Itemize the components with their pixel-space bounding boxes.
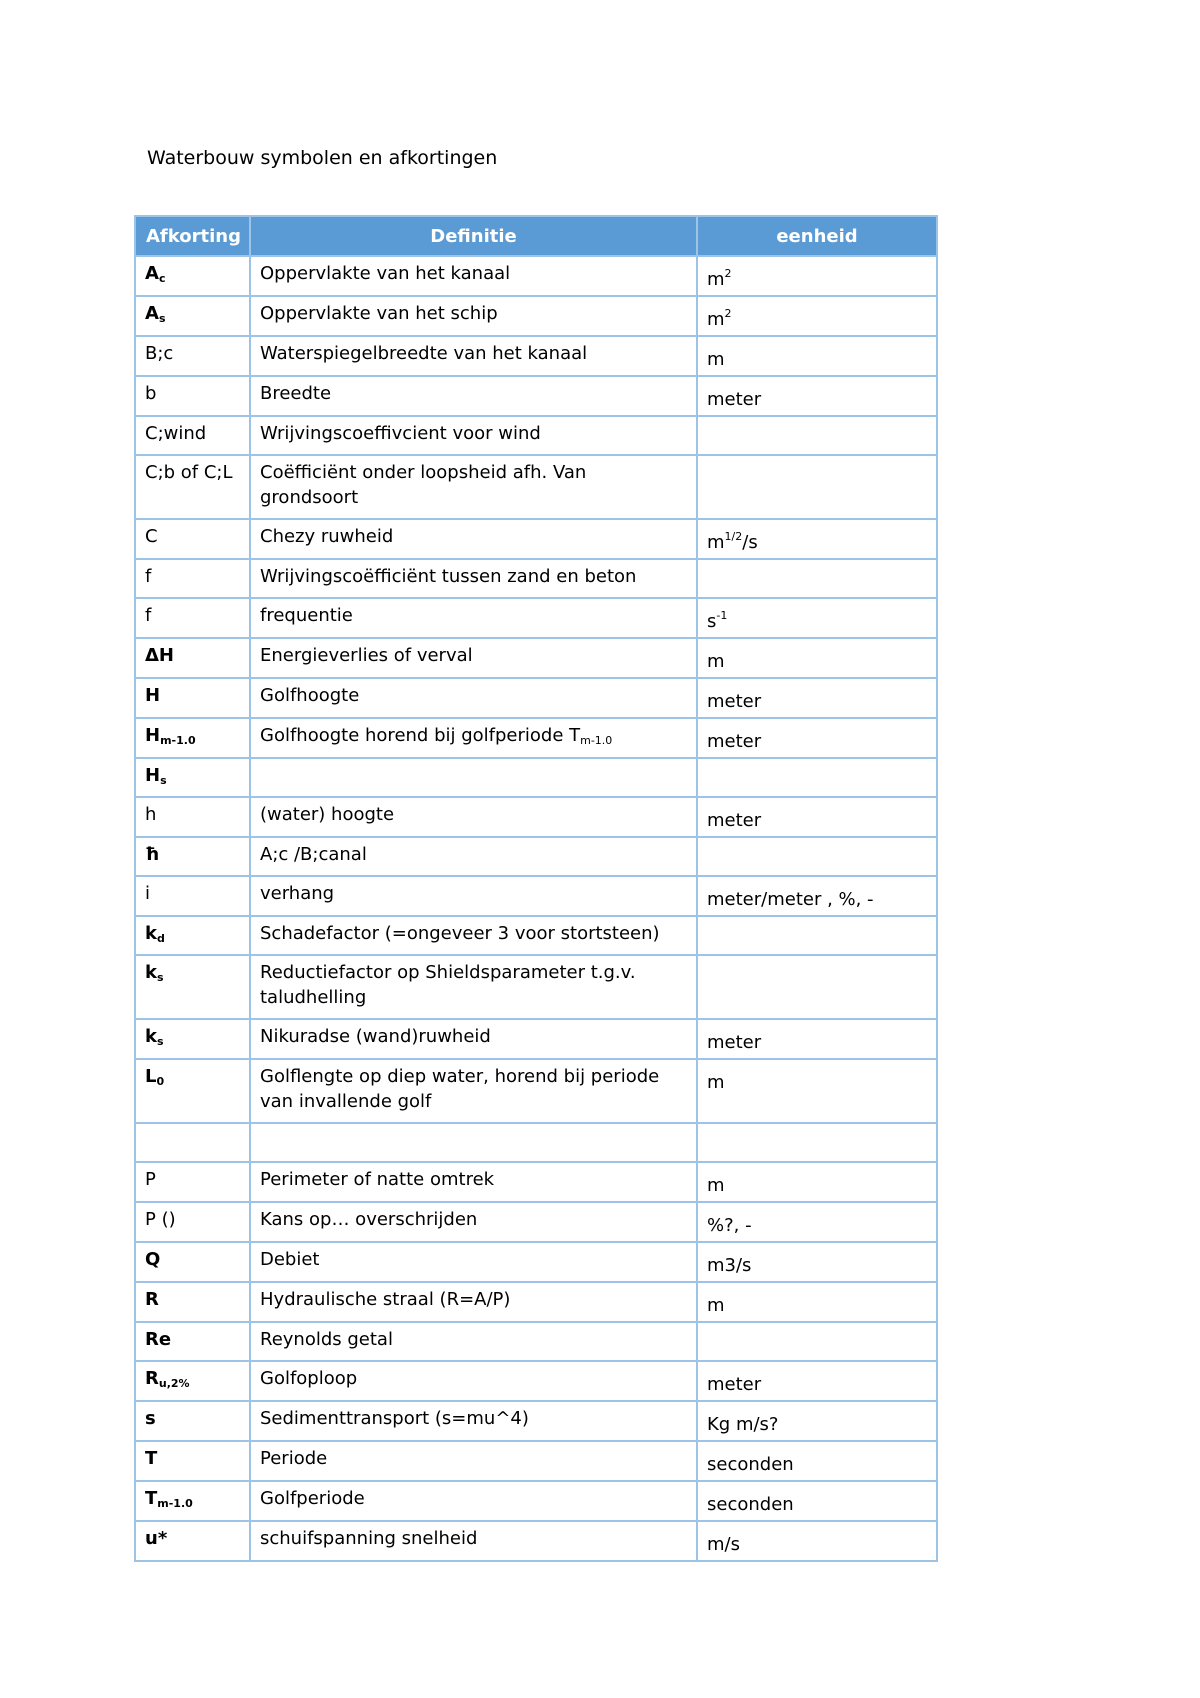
- cell-abbreviation: [135, 1123, 250, 1162]
- cell-definition: [250, 559, 697, 598]
- cell-definition: [250, 837, 697, 876]
- table-row: [135, 1202, 937, 1242]
- table-header-row: [135, 216, 937, 256]
- cell-abbreviation: [135, 455, 250, 519]
- cell-unit: [697, 1242, 937, 1282]
- cell-abbreviation: [135, 1401, 250, 1441]
- cell-definition: [250, 1242, 697, 1282]
- unit-text: %?, -: [707, 1215, 752, 1236]
- cell-definition: [250, 296, 697, 336]
- header-abbreviation: Afkorting: [135, 216, 250, 256]
- cell-abbreviation: [135, 1282, 250, 1322]
- cell-unit: [697, 916, 937, 955]
- cell-abbreviation: [135, 1019, 250, 1059]
- definition-text: Perimeter of natte omtrek: [260, 1169, 495, 1190]
- cell-abbreviation: [135, 1242, 250, 1282]
- abbreviation-text: ħ: [145, 844, 160, 865]
- cell-unit: [697, 1521, 937, 1561]
- cell-unit: [697, 376, 937, 416]
- unit-text: Kg m/s?: [707, 1414, 779, 1435]
- table-row: [135, 1282, 937, 1322]
- abbreviation-text: Q: [145, 1249, 161, 1270]
- table-row: [135, 1481, 937, 1521]
- cell-unit: [697, 1361, 937, 1401]
- table-row: [135, 455, 937, 519]
- cell-unit: [697, 416, 937, 455]
- abbreviation-text: H: [145, 685, 161, 706]
- unit-text: m: [707, 1072, 725, 1093]
- cell-abbreviation: [135, 1481, 250, 1521]
- cell-unit: [697, 638, 937, 678]
- unit-superscript: 2: [724, 307, 732, 320]
- abbreviation-subscript: s: [158, 312, 166, 325]
- abbreviation-subscript: s: [156, 971, 164, 984]
- abbreviations-table: [134, 215, 938, 1562]
- cell-abbreviation: [135, 718, 250, 758]
- abbreviation-text: R: [145, 1368, 159, 1389]
- cell-abbreviation: [135, 416, 250, 455]
- table-row: [135, 1361, 937, 1401]
- cell-definition: [250, 1019, 697, 1059]
- cell-unit: [697, 598, 937, 638]
- abbreviation-text: R: [145, 1289, 159, 1310]
- table-row: [135, 1401, 937, 1441]
- definition-text: Golflengte op diep water, horend bij periode van invallende golf: [260, 1066, 660, 1112]
- cell-definition: [250, 1162, 697, 1202]
- abbreviation-text: B;c: [145, 343, 174, 364]
- cell-abbreviation: [135, 1059, 250, 1123]
- abbreviation-subscript: s: [156, 1035, 164, 1048]
- unit-text: m/s: [707, 1534, 740, 1555]
- cell-definition: [250, 955, 697, 1019]
- cell-unit: [697, 1441, 937, 1481]
- cell-unit: [697, 678, 937, 718]
- table-row: [135, 797, 937, 837]
- cell-abbreviation: [135, 1202, 250, 1242]
- cell-unit: [697, 1481, 937, 1521]
- table-row: [135, 876, 937, 916]
- cell-definition: [250, 797, 697, 837]
- cell-definition: [250, 758, 697, 797]
- definition-text: A;c /B;canal: [260, 844, 367, 865]
- definition-text: verhang: [260, 883, 335, 904]
- table-row: [135, 256, 937, 296]
- cell-unit: [697, 1162, 937, 1202]
- table-row: [135, 1322, 937, 1361]
- cell-abbreviation: [135, 336, 250, 376]
- unit-superscript: 2: [724, 267, 732, 280]
- cell-abbreviation: [135, 1322, 250, 1361]
- definition-text: Wrijvingscoeffivcient voor wind: [260, 423, 541, 444]
- cell-unit: [697, 1202, 937, 1242]
- table-row: [135, 1019, 937, 1059]
- cell-abbreviation: [135, 797, 250, 837]
- cell-unit: [697, 1059, 937, 1123]
- abbreviation-text: k: [145, 962, 157, 983]
- table-row: [135, 296, 937, 336]
- cell-abbreviation: [135, 376, 250, 416]
- table-body: [135, 256, 937, 1561]
- definition-text: Breedte: [260, 383, 332, 404]
- unit-superscript: 1/2: [724, 530, 743, 543]
- cell-abbreviation: [135, 876, 250, 916]
- abbreviation-subscript: d: [156, 932, 165, 945]
- cell-definition: [250, 1202, 697, 1242]
- definition-text: frequentie: [260, 605, 353, 626]
- cell-unit: [697, 1019, 937, 1059]
- table-row: [135, 718, 937, 758]
- definition-text: Wrijvingscoëfficiënt tussen zand en beton: [260, 566, 637, 587]
- abbreviation-text: T: [145, 1488, 158, 1509]
- table-row: [135, 559, 937, 598]
- definition-text: Hydraulische straal (R=A/P): [260, 1289, 511, 1310]
- table-row: [135, 1242, 937, 1282]
- cell-unit: [697, 758, 937, 797]
- cell-abbreviation: [135, 678, 250, 718]
- table-row: [135, 1162, 937, 1202]
- abbreviation-text: H: [145, 765, 161, 786]
- unit-text: m: [707, 651, 725, 672]
- cell-definition: [250, 876, 697, 916]
- abbreviation-subscript: 0: [156, 1075, 165, 1088]
- unit-text: s: [707, 611, 717, 632]
- unit-text: m: [707, 532, 725, 553]
- cell-definition: [250, 1282, 697, 1322]
- abbreviation-text: h: [145, 804, 157, 825]
- unit-text: meter: [707, 731, 762, 752]
- definition-text: Debiet: [260, 1249, 320, 1270]
- cell-abbreviation: [135, 916, 250, 955]
- cell-definition: [250, 1361, 697, 1401]
- abbreviation-text: H: [145, 725, 161, 746]
- cell-unit: [697, 296, 937, 336]
- cell-unit: [697, 455, 937, 519]
- abbreviation-subscript: m-1.0: [157, 1497, 193, 1510]
- cell-abbreviation: [135, 256, 250, 296]
- cell-unit: [697, 718, 937, 758]
- cell-abbreviation: [135, 837, 250, 876]
- cell-abbreviation: [135, 519, 250, 559]
- table-row: [135, 1059, 937, 1123]
- unit-text: seconden: [707, 1454, 794, 1475]
- abbreviation-text: f: [145, 605, 152, 626]
- abbreviation-text: L: [145, 1066, 157, 1087]
- table-row: [135, 336, 937, 376]
- definition-text: Reynolds getal: [260, 1329, 393, 1350]
- abbreviation-subscript: u,2%: [158, 1377, 190, 1390]
- definition-text: Reductiefactor op Shieldsparameter t.g.v. taludhelling: [260, 962, 636, 1008]
- cell-unit: [697, 559, 937, 598]
- abbreviation-text: C: [145, 526, 158, 547]
- cell-definition: [250, 1059, 697, 1123]
- unit-text: m: [707, 309, 725, 330]
- cell-definition: [250, 256, 697, 296]
- unit-text: m: [707, 269, 725, 290]
- definition-text: Energieverlies of verval: [260, 645, 473, 666]
- cell-unit: [697, 1282, 937, 1322]
- cell-definition: [250, 336, 697, 376]
- cell-abbreviation: [135, 1521, 250, 1561]
- cell-unit: [697, 256, 937, 296]
- definition-text: Golfperiode: [260, 1488, 365, 1509]
- cell-unit: [697, 876, 937, 916]
- abbreviation-text: T: [145, 1448, 158, 1469]
- unit-text: m: [707, 1175, 725, 1196]
- unit-text: meter: [707, 810, 762, 831]
- definition-text: Oppervlakte van het kanaal: [260, 263, 511, 284]
- cell-abbreviation: [135, 955, 250, 1019]
- table-row: [135, 1123, 937, 1162]
- abbreviation-text: P (): [145, 1209, 176, 1230]
- cell-definition: [250, 1123, 697, 1162]
- abbreviation-text: ΔH: [145, 645, 174, 666]
- cell-unit: [697, 1123, 937, 1162]
- table-row: [135, 1521, 937, 1561]
- cell-definition: [250, 519, 697, 559]
- table-row: [135, 758, 937, 797]
- cell-unit: [697, 1401, 937, 1441]
- unit-text: meter: [707, 1032, 762, 1053]
- table-row: [135, 638, 937, 678]
- cell-abbreviation: [135, 1441, 250, 1481]
- cell-definition: [250, 1441, 697, 1481]
- cell-abbreviation: [135, 758, 250, 797]
- abbreviation-subscript: m-1.0: [160, 734, 196, 747]
- definition-text: schuifspanning snelheid: [260, 1528, 478, 1549]
- cell-definition: [250, 598, 697, 638]
- table-row: [135, 519, 937, 559]
- cell-definition: [250, 718, 697, 758]
- cell-definition: [250, 1401, 697, 1441]
- table-row: [135, 1441, 937, 1481]
- abbreviation-text: k: [145, 1026, 157, 1047]
- definition-text: Golfoploop: [260, 1368, 358, 1389]
- cell-abbreviation: [135, 559, 250, 598]
- definition-text: Golfhoogte: [260, 685, 360, 706]
- table-row: [135, 416, 937, 455]
- table-row: [135, 376, 937, 416]
- cell-definition: [250, 1481, 697, 1521]
- unit-superscript: -1: [716, 609, 728, 622]
- cell-unit: [697, 336, 937, 376]
- cell-unit: [697, 837, 937, 876]
- cell-unit: [697, 519, 937, 559]
- abbreviation-subscript: c: [158, 272, 166, 285]
- cell-definition: [250, 416, 697, 455]
- definition-text: Oppervlakte van het schip: [260, 303, 498, 324]
- cell-unit: [697, 1322, 937, 1361]
- cell-abbreviation: [135, 296, 250, 336]
- definition-text: Coëfficiënt onder loopsheid afh. Van grondsoort: [260, 462, 587, 508]
- abbreviation-text: k: [145, 923, 157, 944]
- abbreviation-subscript: s: [160, 774, 167, 787]
- cell-definition: [250, 916, 697, 955]
- unit-text: meter: [707, 691, 762, 712]
- definition-text: (water) hoogte: [260, 804, 395, 825]
- unit-text: meter: [707, 389, 762, 410]
- definition-text: Golfhoogte horend bij golfperiode T: [260, 725, 581, 746]
- unit-suffix: /s: [742, 532, 758, 553]
- definition-text: Nikuradse (wand)ruwheid: [260, 1026, 491, 1047]
- definition-text: Kans op… overschrijden: [260, 1209, 478, 1230]
- abbreviation-text: C;wind: [145, 423, 207, 444]
- abbreviation-text: i: [145, 883, 151, 904]
- unit-text: meter/meter , %, -: [707, 889, 874, 910]
- definition-text: Waterspiegelbreedte van het kanaal: [260, 343, 588, 364]
- abbreviation-text: P: [145, 1169, 156, 1190]
- definition-text: Schadefactor (=ongeveer 3 voor stortsteen): [260, 923, 660, 944]
- abbreviation-text: A: [145, 303, 159, 324]
- abbreviation-text: C;b of C;L: [145, 462, 233, 483]
- definition-text: Periode: [260, 1448, 328, 1469]
- unit-text: seconden: [707, 1494, 794, 1515]
- cell-definition: [250, 455, 697, 519]
- cell-unit: [697, 797, 937, 837]
- abbreviation-text: Re: [145, 1329, 172, 1350]
- unit-text: meter: [707, 1374, 762, 1395]
- cell-abbreviation: [135, 1162, 250, 1202]
- unit-text: m: [707, 349, 725, 370]
- table-row: [135, 837, 937, 876]
- cell-definition: [250, 678, 697, 718]
- cell-definition: [250, 1521, 697, 1561]
- unit-text: m3/s: [707, 1255, 752, 1276]
- abbreviation-text: u*: [145, 1528, 168, 1549]
- cell-abbreviation: [135, 638, 250, 678]
- table-row: [135, 955, 937, 1019]
- table-row: [135, 678, 937, 718]
- page-title: Waterbouw symbolen en afkortingen: [147, 147, 498, 169]
- cell-definition: [250, 1322, 697, 1361]
- definition-text: Sedimenttransport (s=mu^4): [260, 1408, 529, 1429]
- header-definition: Definitie: [250, 216, 697, 256]
- cell-abbreviation: [135, 598, 250, 638]
- cell-abbreviation: [135, 1361, 250, 1401]
- abbreviation-text: s: [145, 1408, 156, 1429]
- cell-definition: [250, 638, 697, 678]
- abbreviation-text: b: [145, 383, 157, 404]
- header-unit: eenheid: [697, 216, 937, 256]
- definition-subscript: m-1.0: [580, 734, 613, 747]
- table-row: [135, 598, 937, 638]
- unit-text: m: [707, 1295, 725, 1316]
- table-row: [135, 916, 937, 955]
- definition-text: Chezy ruwheid: [260, 526, 394, 547]
- abbreviation-text: f: [145, 566, 152, 587]
- cell-unit: [697, 955, 937, 1019]
- cell-definition: [250, 376, 697, 416]
- abbreviation-text: A: [145, 263, 159, 284]
